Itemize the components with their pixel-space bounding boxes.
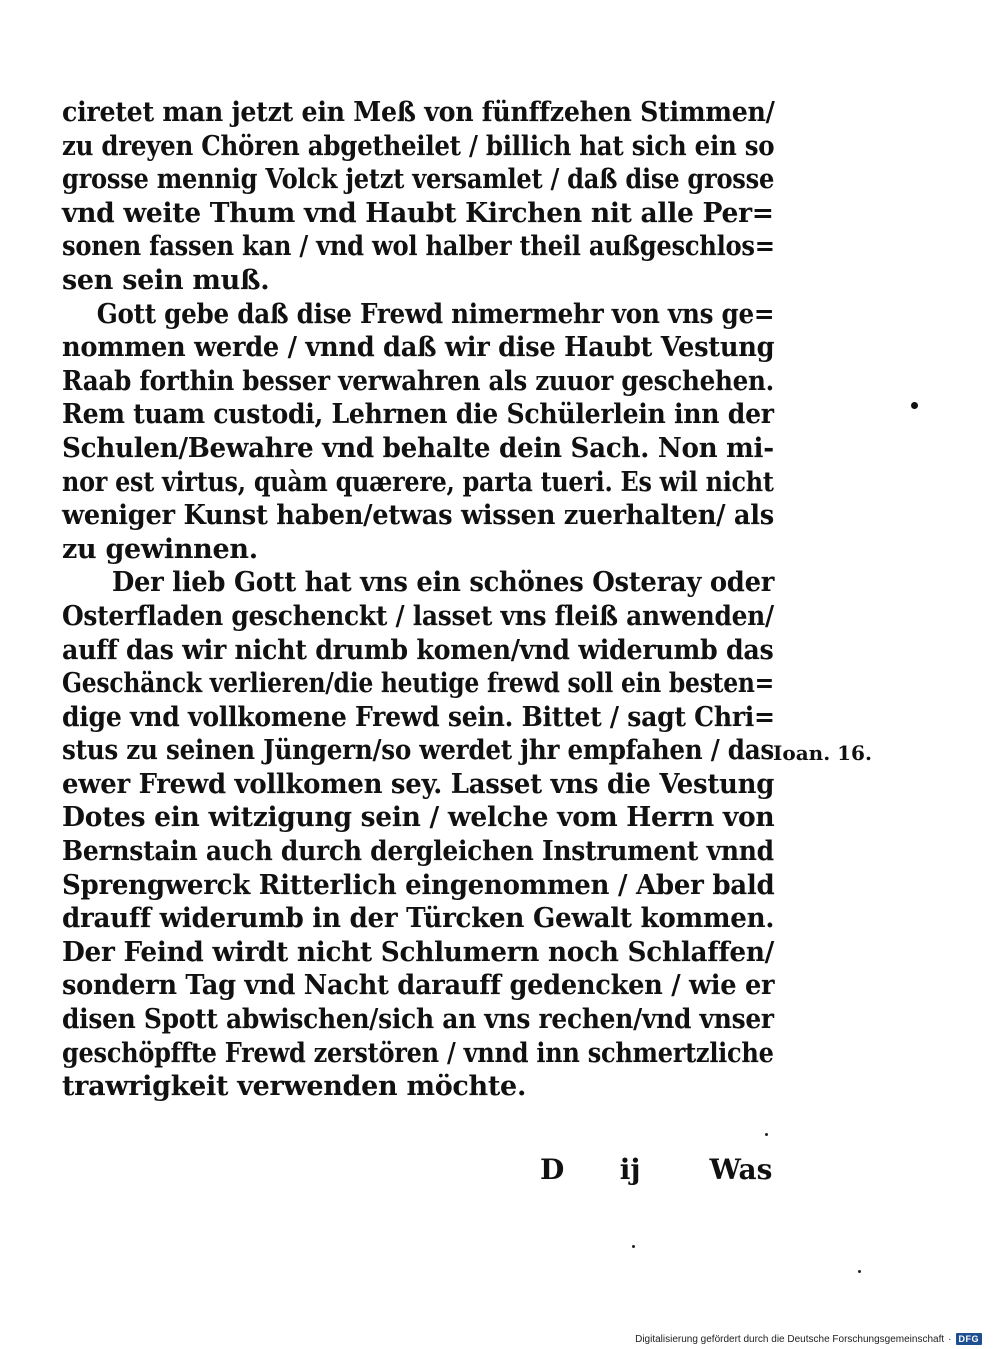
text-line-12: nor est virtus, quàm quærere, parta tueri. Es wil nicht [62, 466, 774, 498]
signature-number: ij [619, 1153, 641, 1186]
text-line-18: Geschänck verlieren/die heutige frewd soll ein besten= [62, 668, 775, 700]
text-line-7: Gott gebe daß dise Frewd nimermehr von vns ge= [96, 298, 775, 330]
text-line-29: geschöpffte Frewd zerstören / vnnd inn schmertzliche [62, 1037, 774, 1069]
signature-mark: D [540, 1153, 565, 1186]
ink-speck [858, 1270, 861, 1273]
text-line-17: auff das wir nicht drumb komen/vnd widerumb das [62, 634, 774, 666]
text-line-21: ewer Frewd vollkomen sey. Lasset vns die Vestung [62, 768, 775, 800]
text-line-1: ciretet man jetzt ein Meß von fünffzehen Stimmen/ [62, 97, 775, 128]
text-line-14: zu gewinnen. [62, 533, 258, 565]
text-line-9: Raab forthin besser verwahren als zuuor geschehen. [62, 365, 774, 397]
text-line-25: drauff widerumb in der Türcken Gewalt kommen. [62, 903, 775, 935]
text-line-19: dige vnd vollkomene Frewd sein. Bittet / sagt Chri= [62, 701, 775, 733]
ink-speck [632, 1245, 635, 1248]
text-line-27: sondern Tag vnd Nacht darauff gedencken / wie er [62, 970, 775, 1002]
marginal-note: Ioan. 16. [773, 741, 872, 765]
text-line-28: disen Spott abwischen/sich an vns rechen/vnd vnser [62, 1004, 774, 1036]
footer-credit: Digitalisierung gefördert durch die Deutsche Forschungsgemeinschaft [635, 1333, 945, 1345]
text-line-16: Osterfladen geschenckt / lasset vns fleiß anwenden/ [62, 600, 774, 632]
text-line-6: sen sein muß. [62, 264, 270, 296]
text-line-30: trawrigkeit verwenden möchte. [62, 1071, 527, 1103]
text-line-15: Der lieb Gott hat vns ein schönes Osteray oder [111, 567, 775, 599]
text-line-23: Bernstain auch durch dergleichen Instrument vnnd [62, 836, 774, 868]
text-line-20: stus zu seinen Jüngern/so werdet jhr empfahen / das [62, 735, 775, 767]
signature-line [540, 1152, 774, 1188]
body-text [62, 96, 774, 1104]
catchword: Was [709, 1153, 773, 1186]
text-line-5: sonen fassen kan / vnd wol halber theil außgeschlos= [62, 231, 775, 263]
text-line-13: weniger Kunst haben/etwas wissen zuerhalten/ als [62, 500, 774, 532]
text-line-11: Schulen/Bewahre vnd behalte dein Sach. Non mi- [62, 432, 774, 464]
text-line-8: nommen werde / vnnd daß wir dise Haubt Vestung [62, 332, 775, 364]
text-line-2: zu dreyen Chören abgetheilet / billich hat sich ein so [62, 130, 775, 162]
text-line-22: Dotes ein witzigung sein / welche vom Herrn von [62, 802, 775, 834]
text-line-3: grosse mennig Volck jetzt versamlet / daß dise grosse [62, 164, 775, 196]
text-line-4: vnd weite Thum vnd Haubt Kirchen nit alle Per= [62, 197, 774, 229]
dfg-logo-icon: DFG [956, 1333, 983, 1345]
text-line-26: Der Feind wirdt nicht Schlumern noch Schlaffen/ [62, 936, 774, 968]
text-line-24: Sprengwerck Ritterlich eingenommen / Aber bald [62, 869, 775, 901]
ink-spot [911, 402, 918, 409]
ink-speck [765, 1133, 768, 1136]
digitization-footer: Digitalisierung gefördert durch die Deutsche Forschungsgemeinschaft · DFG [635, 1333, 982, 1345]
text-line-10: Rem tuam custodi, Lehrnen die Schülerlein inn der [62, 399, 774, 431]
